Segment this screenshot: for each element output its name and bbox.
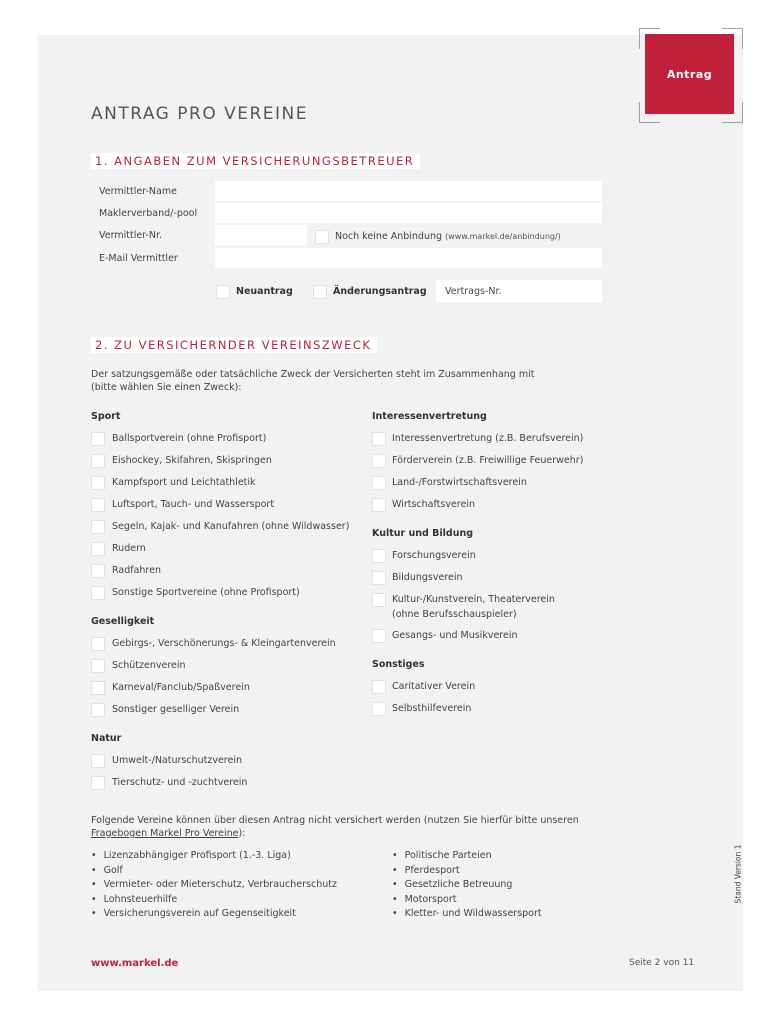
option-label: Gebirgs-, Verschönerungs- & Kleingartenverein xyxy=(112,638,336,649)
list-item: • Kletter- und Wildwassersport xyxy=(392,907,542,922)
checkbox-geselligkeit-2[interactable] xyxy=(91,681,105,695)
intro-line: (bitte wählen Sie einen Zweck): xyxy=(91,382,242,393)
checkbox-sport-7[interactable] xyxy=(91,586,105,600)
checkbox-sonstiges-0[interactable] xyxy=(372,680,386,694)
group-title-sonstiges: Sonstiges xyxy=(372,659,425,670)
option-label: Sonstiger geselliger Verein xyxy=(112,704,240,715)
option-label: Umwelt-/Naturschutzverein xyxy=(112,755,242,766)
option-label: Forschungsverein xyxy=(392,550,476,561)
vermittler-nr-label: Vermittler-Nr. xyxy=(99,230,163,241)
excluded-list-left xyxy=(91,849,337,922)
option-label: Sonstige Sportvereine (ohne Profisport) xyxy=(112,587,300,598)
list-item: • Versicherungsverein auf Gegenseitigkeit xyxy=(91,907,337,922)
page-title: ANTRAG PRO VEREINE xyxy=(91,104,309,124)
checkbox-sport-3[interactable] xyxy=(91,498,105,512)
checkbox-sonstiges-1[interactable] xyxy=(372,702,386,716)
option-label: Radfahren xyxy=(112,565,161,576)
checkbox-kultur-1[interactable] xyxy=(372,571,386,585)
group-title-interessen: Interessenvertretung xyxy=(372,411,487,422)
aenderungsantrag-checkbox[interactable] xyxy=(313,285,327,299)
option-label-continued: (ohne Berufsschauspieler) xyxy=(392,609,517,620)
vertrags-nr-placeholder: Vertrags-Nr. xyxy=(445,286,502,297)
option-label: Bildungsverein xyxy=(392,572,463,583)
vermittler-nr-field[interactable] xyxy=(215,225,307,245)
option-label: Rudern xyxy=(112,543,146,554)
vertrags-nr-field[interactable] xyxy=(436,280,602,302)
section2-heading: 2. ZU VERSICHERNDER VEREINSZWECK xyxy=(91,337,377,353)
option-label: Interessenvertretung (z.B. Berufsverein) xyxy=(392,433,584,444)
option-label: Ballsportverein (ohne Profisport) xyxy=(112,433,267,444)
option-label: Eishockey, Skifahren, Skispringen xyxy=(112,455,272,466)
footer-url[interactable]: www.markel.de xyxy=(91,958,179,969)
option-label: Tierschutz- und -zuchtverein xyxy=(112,777,248,788)
email-field[interactable] xyxy=(215,248,602,268)
checkbox-sport-6[interactable] xyxy=(91,564,105,578)
excluded-intro-line: Folgende Vereine können über diesen Antrag nicht versichert werden (nutzen Sie hierfür bitte unseren xyxy=(91,815,579,826)
neuantrag-label: Neuantrag xyxy=(236,286,293,297)
list-item: • Lohnsteuerhilfe xyxy=(91,893,337,908)
list-item: • Gesetzliche Betreuung xyxy=(392,878,542,893)
checkbox-interessen-2[interactable] xyxy=(372,476,386,490)
excluded-intro-line2 xyxy=(91,827,579,840)
form-sheet xyxy=(37,35,743,991)
keine-anbindung-option xyxy=(335,231,561,242)
checkbox-interessen-3[interactable] xyxy=(372,498,386,512)
list-item: • Vermieter- oder Mieterschutz, Verbraucherschutz xyxy=(91,878,337,893)
page-number: Seite 2 von 11 xyxy=(629,958,695,968)
keine-anbindung-label: Noch keine Anbindung xyxy=(335,231,443,242)
checkbox-kultur-2[interactable] xyxy=(372,593,386,607)
checkbox-kultur-0[interactable] xyxy=(372,549,386,563)
excluded-list-right xyxy=(392,849,542,922)
excluded-intro-end: ): xyxy=(238,828,246,839)
option-label: Schützenverein xyxy=(112,660,186,671)
option-label: Wirtschaftsverein xyxy=(392,499,475,510)
section1-heading: 1. ANGABEN ZUM VERSICHERUNGSBETREUER xyxy=(91,153,420,169)
list-item: • Motorsport xyxy=(392,893,542,908)
option-label: Förderverein (z.B. Freiwillige Feuerwehr) xyxy=(392,455,584,466)
list-item: • Pferdesport xyxy=(392,864,542,879)
anbindung-link[interactable]: (www.markel.de/anbindung/) xyxy=(445,232,561,241)
checkbox-interessen-1[interactable] xyxy=(372,454,386,468)
option-label: Gesangs- und Musikverein xyxy=(392,630,518,641)
checkbox-sport-2[interactable] xyxy=(91,476,105,490)
neuantrag-checkbox[interactable] xyxy=(216,285,230,299)
checkbox-geselligkeit-1[interactable] xyxy=(91,659,105,673)
maklerverband-field[interactable] xyxy=(215,203,602,223)
checkbox-kultur-3[interactable] xyxy=(372,629,386,643)
group-title-geselligkeit: Geselligkeit xyxy=(91,616,155,627)
vermittler-name-field[interactable] xyxy=(215,181,602,201)
section2-intro xyxy=(91,368,534,394)
checkbox-geselligkeit-0[interactable] xyxy=(91,637,105,651)
option-label: Kultur-/Kunstverein, Theaterverein xyxy=(392,594,555,605)
maklerverband-label: Maklerverband/-pool xyxy=(99,208,198,219)
checkbox-sport-1[interactable] xyxy=(91,454,105,468)
vermittler-name-label: Vermittler-Name xyxy=(99,186,177,197)
checkbox-interessen-0[interactable] xyxy=(372,432,386,446)
checkbox-sport-5[interactable] xyxy=(91,542,105,556)
list-item: • Politische Parteien xyxy=(392,849,542,864)
group-title-sport: Sport xyxy=(91,411,121,422)
aenderungsantrag-label: Änderungsantrag xyxy=(333,286,427,297)
keine-anbindung-checkbox[interactable] xyxy=(315,230,329,244)
option-label: Luftsport, Tauch- und Wassersport xyxy=(112,499,275,510)
group-title-natur: Natur xyxy=(91,733,122,744)
checkbox-natur-1[interactable] xyxy=(91,776,105,790)
group-title-kultur: Kultur und Bildung xyxy=(372,528,474,539)
checkbox-sport-0[interactable] xyxy=(91,432,105,446)
option-label: Selbsthilfeverein xyxy=(392,703,472,714)
checkbox-sport-4[interactable] xyxy=(91,520,105,534)
checkbox-natur-0[interactable] xyxy=(91,754,105,768)
list-item: • Golf xyxy=(91,864,337,879)
intro-line: Der satzungsgemäße oder tatsächliche Zweck der Versicherten steht im Zusammenhang mit xyxy=(91,369,535,380)
fragebogen-link[interactable]: Fragebogen Markel Pro Vereine xyxy=(91,828,239,839)
option-label: Land-/Forstwirtschaftsverein xyxy=(392,477,527,488)
option-label: Segeln, Kajak- und Kanufahren (ohne Wildwasser) xyxy=(112,521,350,532)
option-label: Kampfsport und Leichtathletik xyxy=(112,477,256,488)
excluded-intro xyxy=(91,814,579,840)
option-label: Caritativer Verein xyxy=(392,681,476,692)
stand-version: Stand Version 1 xyxy=(733,844,743,904)
checkbox-geselligkeit-3[interactable] xyxy=(91,703,105,717)
option-label: Karneval/Fanclub/Spaßverein xyxy=(112,682,250,693)
list-item: • Lizenzabhängiger Profisport (1.-3. Liga) xyxy=(91,849,337,864)
antrag-badge: Antrag xyxy=(645,34,734,114)
email-label: E-Mail Vermittler xyxy=(99,253,178,264)
